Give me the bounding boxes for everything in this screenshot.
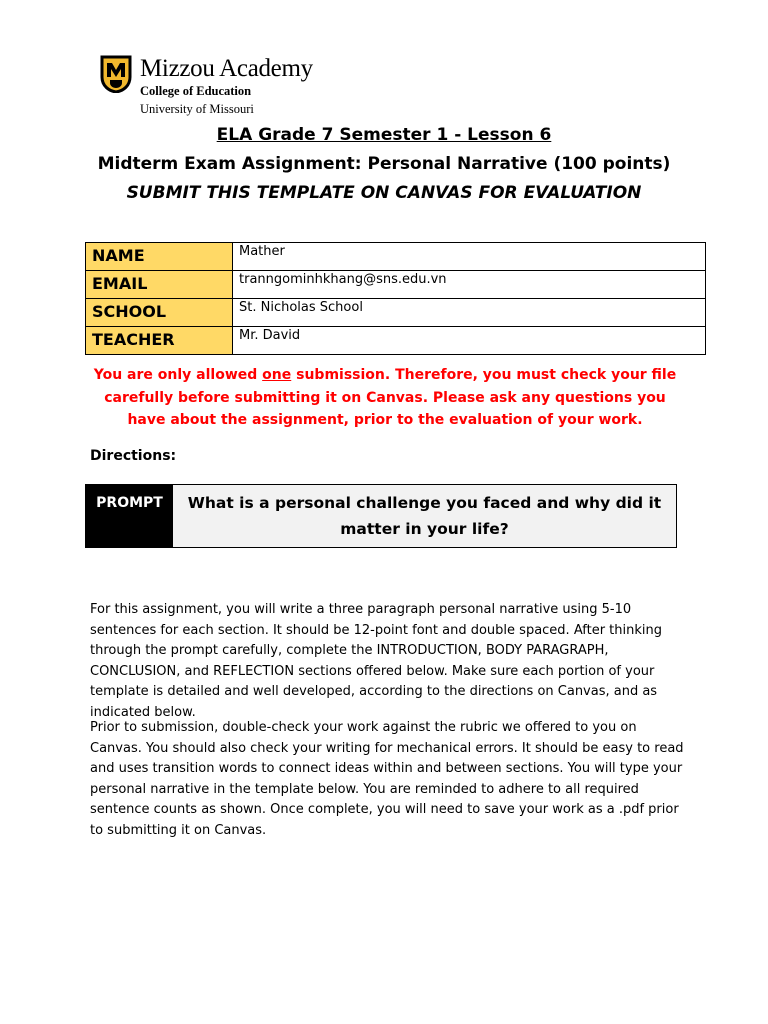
name-value[interactable]: Mather xyxy=(233,243,706,271)
mizzou-academy-logo xyxy=(100,55,313,115)
teacher-value[interactable]: Mr. David xyxy=(233,327,706,355)
instructions-paragraph-2: Prior to submission, double-check your work against the rubric we offered to you on Canvas. You should also check your writing for mechanical errors. It should be easy to read and uses transition words to connect ideas within and between sections. You will type your personal narrative in the template below. You are reminded to adhere to all required sentence counts as shown. Once complete, you will need to save your work as a .pdf prior to submitting it on Canvas. xyxy=(90,720,684,838)
school-label: SCHOOL xyxy=(86,299,233,327)
table-row xyxy=(86,299,706,327)
prompt-label: PROMPT xyxy=(86,485,173,547)
lesson-heading: ELA Grade 7 Semester 1 - Lesson 6 xyxy=(216,125,552,145)
warning-emphasis: one xyxy=(262,367,292,383)
prompt-question: What is a personal challenge you faced and why did it matter in your life? xyxy=(173,485,676,547)
submit-heading: SUBMIT THIS TEMPLATE ON CANVAS FOR EVALUATION xyxy=(126,183,642,203)
instructions-paragraph-1: For this assignment, you will write a three paragraph personal narrative using 5-10 sentences for each section. It should be 12-point font and double spaced. After thinking through the prompt carefully, complete the INTRODUCTION, BODY PARAGRAPH, CONCLUSION, and REFLECTION sections offered below. Make sure each portion of your template is detailed and well developed, according to the directions on Canvas, and as indicated below. xyxy=(90,602,662,720)
email-value[interactable]: tranngominhkhang@sns.edu.vn xyxy=(233,271,706,299)
teacher-label: TEACHER xyxy=(86,327,233,355)
logo-title: Mizzou Academy xyxy=(140,55,313,82)
submission-warning xyxy=(90,364,680,432)
mizzou-tiger-m-icon xyxy=(100,55,132,93)
directions-label: Directions: xyxy=(90,448,177,464)
name-label: NAME xyxy=(86,243,233,271)
table-row xyxy=(86,327,706,355)
school-value[interactable]: St. Nicholas School xyxy=(233,299,706,327)
logo-college: College of Education xyxy=(140,84,252,98)
email-label: EMAIL xyxy=(86,271,233,299)
table-row xyxy=(86,243,706,271)
prompt-box xyxy=(85,484,677,548)
logo-university: University of Missouri xyxy=(140,101,254,116)
student-info-table xyxy=(85,242,706,355)
warning-text-end: submission. Therefore, you must check your file carefully before submitting it on Canvas. Please ask any questions you have about the assignment, prior to the evaluation of your work. xyxy=(104,367,677,428)
table-row xyxy=(86,271,706,299)
assignment-heading: Midterm Exam Assignment: Personal Narrative (100 points) xyxy=(97,154,671,174)
warning-text-start: You are only allowed xyxy=(93,367,263,383)
